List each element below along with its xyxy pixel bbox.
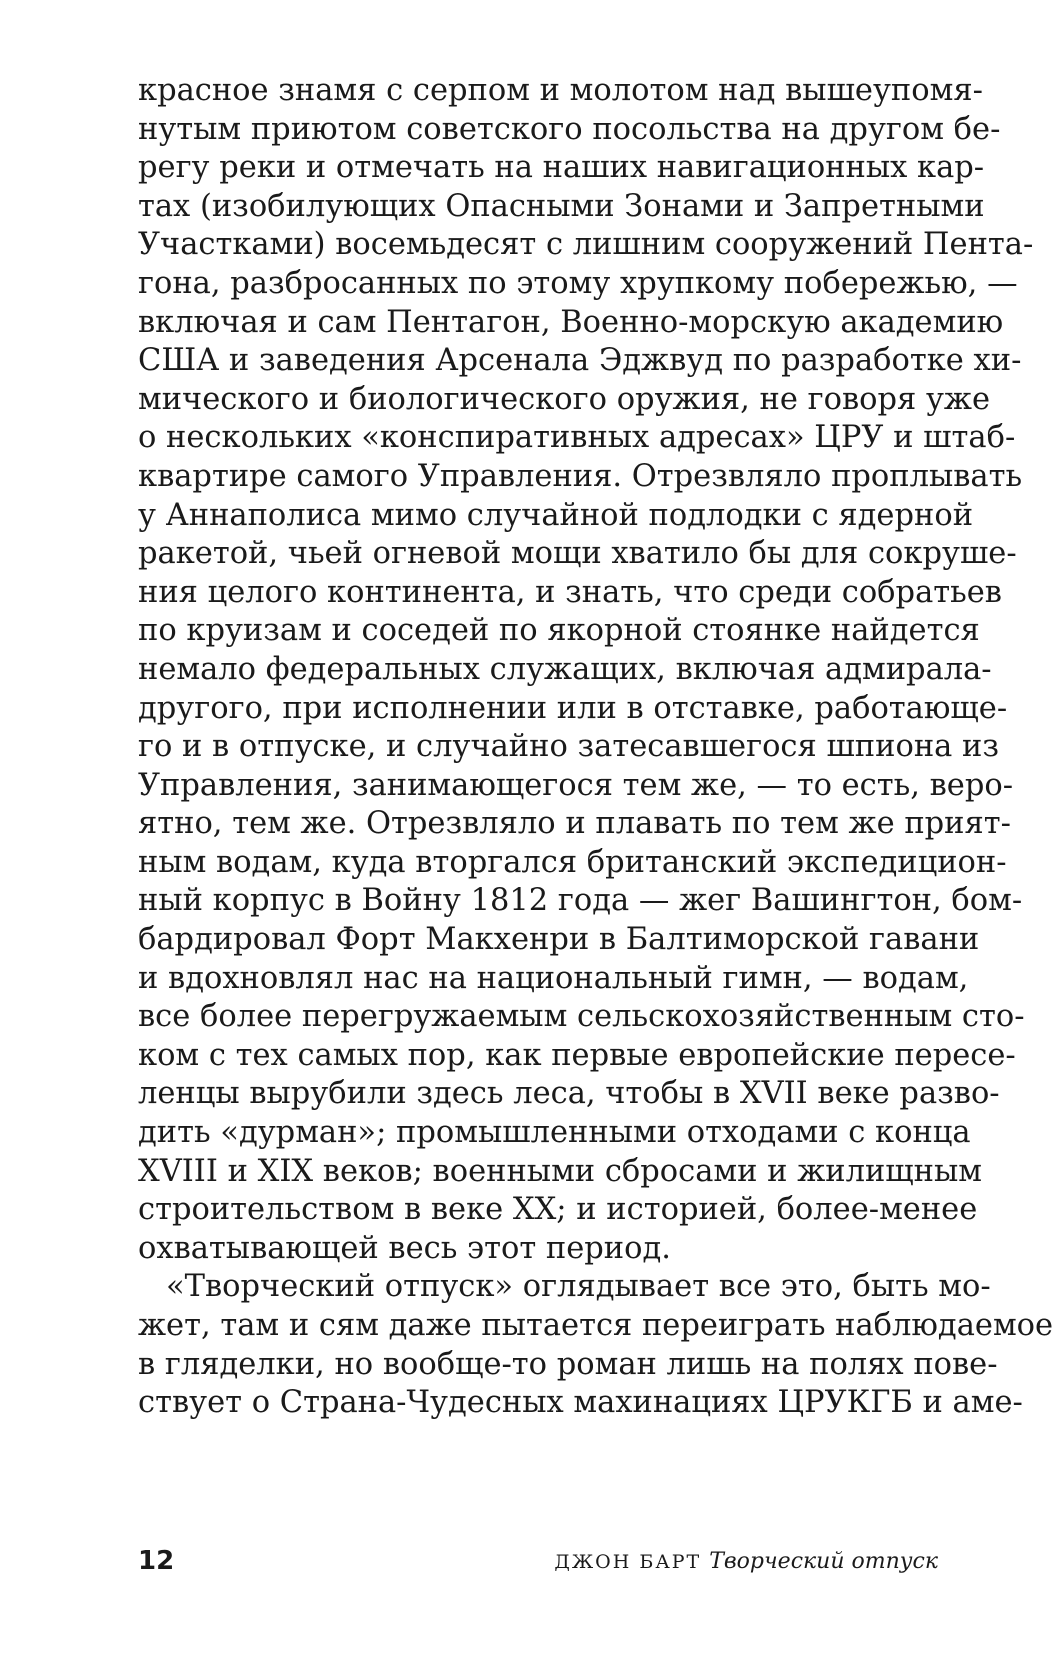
text-line: у Аннаполиса мимо случайной подлодки с ядерной — [138, 497, 974, 533]
text-line: ствует о Страна-Чудесных махинациях ЦРУКГБ и аме- — [138, 1385, 1023, 1421]
text-line: ятно, тем же. Отрезвляло и плавать по тем же прият- — [138, 806, 1011, 842]
text-line: ракетой, чьей огневой мощи хватило бы для сокруше- — [138, 536, 1017, 572]
text-line: жет, там и сям даже пытается переиграть наблюдаемое — [138, 1308, 1053, 1343]
text-line: нутым приютом советского посольства на другом бе- — [138, 111, 1001, 147]
page-footer — [138, 1544, 938, 1584]
text-line: красное знамя с серпом и молотом над вышеупомя- — [138, 73, 983, 108]
paragraph-start-line: «Творческий отпуск» оглядывает все это, быть мо- — [166, 1269, 991, 1305]
text-line: США и заведения Арсенала Эджвуд по разработке хи- — [138, 343, 1022, 379]
text-line: ным водам, куда вторгался британский экспедицион- — [138, 844, 1007, 880]
text-line: ленцы вырубили здесь леса, чтобы в XVII веке разво- — [138, 1076, 1000, 1112]
page-number: 12 — [138, 1546, 175, 1576]
text-line: немало федеральных служащих, включая адмирала- — [138, 651, 992, 687]
text-line: бардировал Форт Макхенри в Балтиморской гавани — [138, 922, 980, 958]
text-line: Управления, занимающегося тем же, — то есть, веро- — [138, 767, 1014, 803]
text-line: включая и сам Пентагон, Военно-морскую академию — [138, 304, 1004, 340]
text-line: ния целого континента, и знать, что среди собратьев — [138, 574, 1002, 610]
text-line: другого, при исполнении или в отставке, работающе- — [138, 690, 1008, 726]
text-line: дить «дурман»; промышленными отходами с конца — [138, 1115, 971, 1151]
text-line: тах (изобилующих Опасными Зонами и Запретными — [138, 188, 985, 224]
text-line: ком с тех самых пор, как первые европейские пересе- — [138, 1037, 1016, 1073]
author-name: ДЖОН БАРТ — [554, 1551, 702, 1573]
text-line: регу реки и отмечать на наших навигационных кар- — [138, 150, 985, 186]
paragraph-end-line: охватывающей весь этот период. — [138, 1230, 671, 1266]
text-line: Участками) восемьдесят с лишним сооружений Пента- — [138, 227, 1034, 263]
book-title: Творческий отпуск — [709, 1549, 938, 1574]
text-line: го и в отпуске, и случайно затесавшегося шпиона из — [138, 729, 999, 765]
running-head — [554, 1546, 938, 1578]
text-line: квартире самого Управления. Отрезвляло проплывать — [138, 458, 1023, 494]
text-line: все более перегружаемым сельскохозяйственным сто- — [138, 999, 1025, 1035]
text-line: по круизам и соседей по якорной стоянке найдется — [138, 613, 980, 649]
text-line: и вдохновлял нас на национальный гимн, — водам, — [138, 960, 969, 996]
text-line: мического и биологического оружия, не говоря уже — [138, 381, 991, 417]
text-line: в гляделки, но вообще-то роман лишь на полях пове- — [138, 1346, 998, 1382]
text-line: XVIII и XIX веков; военными сбросами и жилищным — [138, 1153, 982, 1189]
body-text — [138, 72, 1053, 1423]
text-line: ный корпус в Войну 1812 года — жег Вашингтон, бом- — [138, 883, 1023, 919]
text-line: гона, разбросанных по этому хрупкому побережью, — — [138, 265, 1018, 301]
text-line: о нескольких «конспиративных адресах» ЦРУ и штаб- — [138, 420, 1016, 456]
text-line: строительством в веке XX; и историей, более-менее — [138, 1192, 978, 1228]
